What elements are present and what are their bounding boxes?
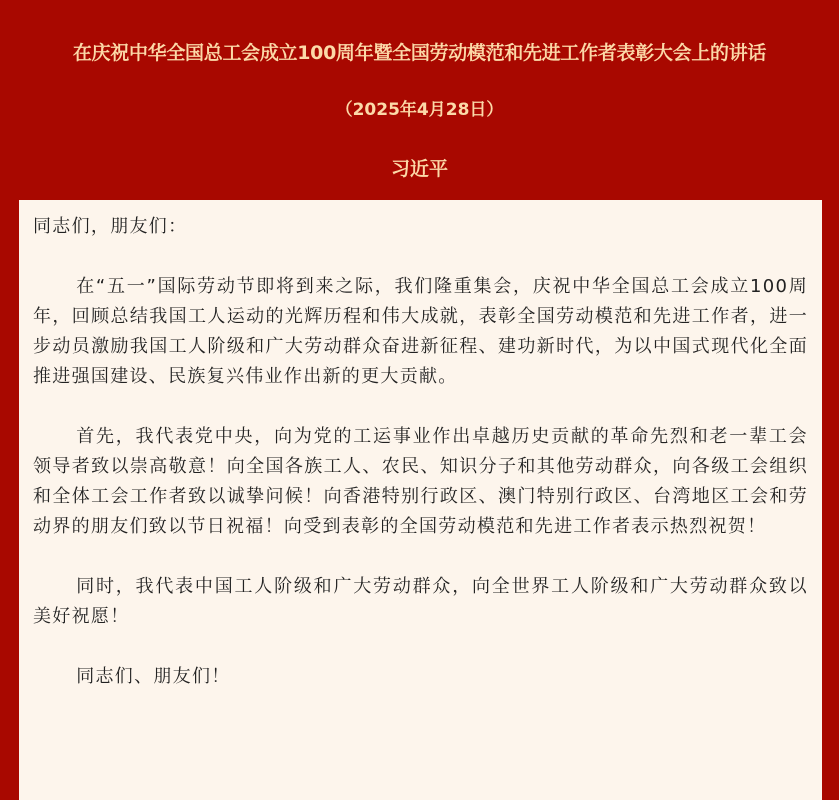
article-body [19, 200, 822, 800]
paragraph-1: 在“五一”国际劳动节即将到来之际，我们隆重集会，庆祝中华全国总工会成立100周年，回顾总结我国工人运动的光辉历程和伟大成就，表彰全国劳动模范和先进工作者，进一步动员激励我国工人阶级和广大劳动群众奋进新征程、建功新时代，为以中国式现代化全面推进强国建设、民族复兴伟业作出新的更大贡献。 [33, 276, 808, 387]
paragraph-4: 同志们、朋友们！ [76, 666, 231, 687]
article-header [0, 0, 839, 200]
article-date: （2025年4月28日） [335, 100, 504, 120]
article-author: 习近平 [390, 158, 448, 180]
salutation: 同志们，朋友们： [33, 216, 188, 237]
article-title: 在庆祝中华全国总工会成立100周年暨全国劳动模范和先进工作者表彰大会上的讲话 [72, 42, 767, 64]
paragraph-2: 首先，我代表党中央，向为党的工运事业作出卓越历史贡献的革命先烈和老一辈工会领导者致以崇高敬意！向全国各族工人、农民、知识分子和其他劳动群众，向各级工会组织和全体工会工作者致以诚挚问候！向香港特别行政区、澳门特别行政区、台湾地区工会和劳动界的朋友们致以节日祝福！向受到表彰的全国劳动模范和先进工作者表示热烈祝贺！ [33, 426, 808, 537]
paragraph-3: 同时，我代表中国工人阶级和广大劳动群众，向全世界工人阶级和广大劳动群众致以美好祝愿！ [33, 576, 808, 627]
